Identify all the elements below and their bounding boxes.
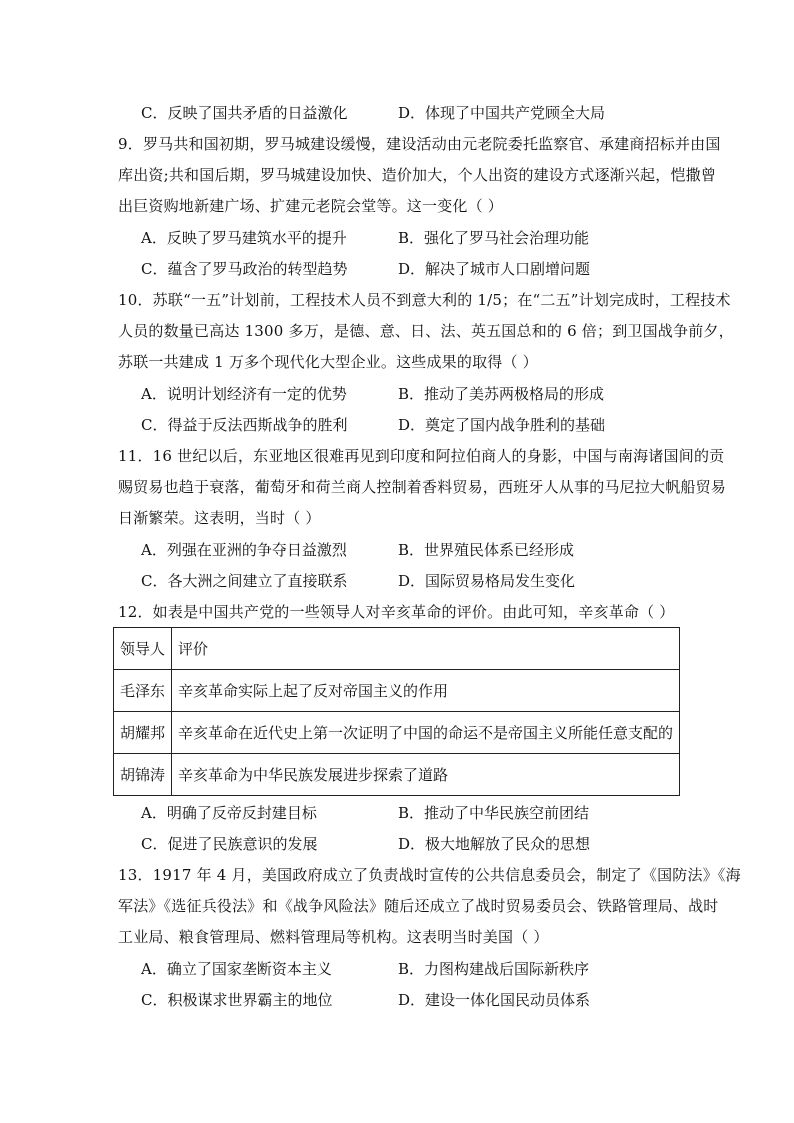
q11-option-a: A．列强在亚洲的争夺日益激烈 [141, 541, 347, 559]
q12-option-a: A．明确了反帝反封建目标 [141, 804, 317, 822]
q10-option-d: D．奠定了国内战争胜利的基础 [398, 416, 606, 434]
q13-option-d: D．建设一体化国民动员体系 [398, 991, 591, 1009]
table-cell-leader: 胡锦涛 [114, 754, 172, 796]
q13-stem-line-1: 13．1917 年 4 月，美国政府成立了负责战时宣传的公共信息委员会，制定了《国防法》《海 [118, 866, 741, 884]
table-header-leader: 领导人 [114, 628, 172, 670]
q10-option-c: C．得益于反法西斯战争的胜利 [141, 416, 348, 434]
q13-option-a: A．确立了国家垄断资本主义 [141, 960, 332, 978]
q9-option-c: C．蕴含了罗马政治的转型趋势 [141, 260, 348, 278]
q9-stem-line-1: 9．罗马共和国初期，罗马城建设缓慢，建设活动由元老院委托监察官、承建商招标并由国 [118, 135, 721, 153]
q11-stem-line-3: 日渐繁荣。这表明，当时（ ） [118, 509, 321, 527]
table-cell-evaluation: 辛亥革命实际上起了反对帝国主义的作用 [172, 670, 680, 712]
table-cell-evaluation: 辛亥革命在近代史上第一次证明了中国的命运不是帝国主义所能任意支配的 [172, 712, 680, 754]
q10-stem-line-1: 10．苏联“一五”计划前，工程技术人员不到意大利的 1/5；在“二五”计划完成时，工程技术 [118, 291, 731, 309]
q9-stem-line-3: 出巨资购地新建广场、扩建元老院会堂等。这一变化（ ） [118, 197, 503, 215]
q8-option-c: C．反映了国共矛盾的日益激化 [141, 104, 348, 122]
q13-stem-line-3: 工业局、粮食管理局、燃料管理局等机构。这表明当时美国（ ） [118, 928, 549, 946]
table-cell-leader: 胡耀邦 [114, 712, 172, 754]
table-row [114, 754, 680, 796]
q10-stem-line-3: 苏联一共建成 1 万多个现代化大型企业。这些成果的取得（ ） [118, 353, 538, 371]
q9-option-d: D．解决了城市人口剧增问题 [398, 260, 591, 278]
q9-option-b: B．强化了罗马社会治理功能 [398, 229, 590, 247]
q12-stem: 12．如表是中国共产党的一些领导人对辛亥革命的评价。由此可知，辛亥革命（ ） [118, 603, 675, 621]
q11-stem-line-1: 11．16 世纪以后，东亚地区很难再见到印度和阿拉伯商人的身影，中国与南海诸国间的贡 [118, 447, 725, 465]
q13-stem-line-2: 军法》《选征兵役法》和《战争风险法》随后还成立了战时贸易委员会、铁路管理局、战时 [118, 897, 719, 915]
table-row [114, 712, 680, 754]
table-cell-evaluation: 辛亥革命为中华民族发展进步探索了道路 [172, 754, 680, 796]
q9-option-a: A．反映了罗马建筑水平的提升 [141, 229, 347, 247]
table-cell-leader: 毛泽东 [114, 670, 172, 712]
q10-option-a: A．说明计划经济有一定的优势 [141, 385, 347, 403]
q10-option-b: B．推动了美苏两极格局的形成 [398, 385, 605, 403]
table-row [114, 670, 680, 712]
q12-option-d: D．极大地解放了民众的思想 [398, 835, 591, 853]
q10-stem-line-2: 人员的数量已高达 1300 多万，是德、意、日、法、英五国总和的 6 倍；到卫国战争前夕， [118, 322, 734, 340]
q11-option-c: C．各大洲之间建立了直接联系 [141, 572, 348, 590]
table-header-evaluation: 评价 [172, 628, 680, 670]
table-header-row [114, 628, 680, 670]
q12-option-c: C．促进了民族意识的发展 [141, 835, 318, 853]
q8-option-d: D．体现了中国共产党顾全大局 [398, 104, 606, 122]
q11-option-d: D．国际贸易格局发生变化 [398, 572, 576, 590]
q9-stem-line-2: 库出资;共和国后期，罗马城建设加快、造价加大，个人出资的建设方式逐渐兴起，恺撒曾 [118, 166, 717, 184]
q11-stem-line-2: 赐贸易也趋于衰落，葡萄牙和荷兰商人控制着香料贸易，西班牙人从事的马尼拉大帆船贸易 [118, 478, 727, 496]
q12-option-b: B．推动了中华民族空前团结 [398, 804, 590, 822]
q12-evaluation-table [113, 627, 680, 796]
q13-option-b: B．力图构建战后国际新秩序 [398, 960, 590, 978]
q13-option-c: C．积极谋求世界霸主的地位 [141, 991, 333, 1009]
q11-option-b: B．世界殖民体系已经形成 [398, 541, 575, 559]
